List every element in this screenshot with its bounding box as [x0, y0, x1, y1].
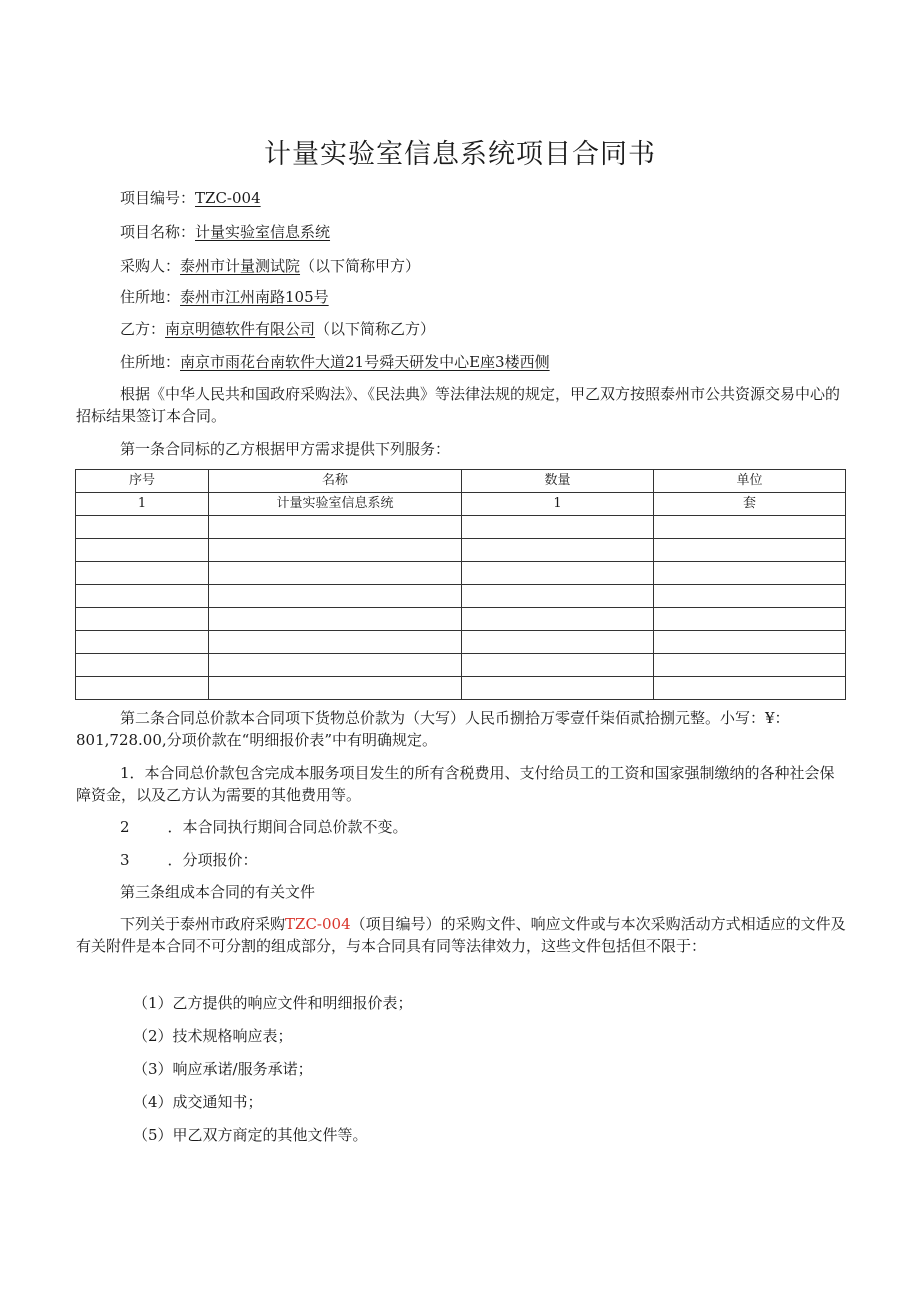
clause-3-number: 3	[120, 851, 130, 869]
buyer-line	[120, 256, 420, 276]
documents-text-pre: 下列关于泰州市政府采购	[120, 915, 286, 933]
article-2: 第二条合同总价款本合同项下货物总价款为（大写）人民币捌拾万零壹仟柒佰贰拾捌元整。小写：¥：801,728.00,分项价款在“明细报价表”中有明确规定。	[76, 709, 790, 749]
list-item: （1）乙方提供的响应文件和明细报价表；	[133, 994, 413, 1012]
clause-2-text: ．本合同执行期间合同总价款不变。	[167, 818, 408, 836]
party-b-label: 乙方：	[120, 320, 166, 338]
list-item: （4）成交通知书；	[133, 1093, 263, 1111]
table-row-empty	[76, 677, 846, 700]
project-name-value: 计量实验室信息系统	[195, 223, 331, 241]
documents-project-code: TZC-004	[285, 915, 351, 933]
party-b-address-label: 住所地：	[120, 353, 181, 371]
cell-seq: 1	[76, 493, 209, 516]
table-row-empty	[76, 516, 846, 539]
table-header-row	[76, 470, 846, 493]
header-seq: 序号	[76, 470, 209, 493]
article-3: 第三条组成本合同的有关文件	[120, 883, 316, 901]
table-row-empty	[76, 631, 846, 654]
list-item: （2）技术规格响应表；	[133, 1027, 293, 1045]
list-item: （5）甲乙双方商定的其他文件等。	[133, 1126, 368, 1144]
buyer-address-label: 住所地：	[120, 288, 181, 306]
clause-1: 1．本合同总价款包含完成本服务项目发生的所有含税费用、支付给员工的工资和国家强制缴纳的各种社会保障资金，以及乙方认为需要的其他费用等。	[76, 764, 835, 804]
party-b-note: （以下简称乙方）	[315, 320, 436, 338]
intro-paragraph: 根据《中华人民共和国政府采购法》、《民法典》等法律法规的规定，甲乙双方按照泰州市公共资源交易中心的招标结果签订本合同。	[76, 385, 841, 425]
table-row-empty	[76, 585, 846, 608]
buyer-value: 泰州市计量测试院	[180, 257, 301, 275]
service-table	[75, 469, 846, 700]
project-number-label: 项目编号：	[120, 189, 196, 207]
party-b-address-line	[120, 352, 550, 372]
header-unit: 单位	[654, 470, 846, 493]
documents-text-post: （项目编号）的采购文件、响应文件或与本次采购活动方式相适应的文件及有关附件是本合同不可分割的组成部分，与本合同具有同等法律效力，这些文件包括但不限于：	[76, 915, 846, 955]
table-row-empty	[76, 539, 846, 562]
clause-2	[120, 817, 408, 837]
clause-3-text: ．分项报价：	[167, 851, 258, 869]
cell-name: 计量实验室信息系统	[209, 493, 462, 516]
buyer-label: 采购人：	[120, 257, 181, 275]
table-row-empty	[76, 562, 846, 585]
clause-2-number: 2	[120, 818, 130, 836]
cell-unit: 套	[654, 493, 846, 516]
project-name-line	[120, 222, 330, 242]
article-1: 第一条合同标的乙方根据甲方需求提供下列服务：	[120, 440, 451, 458]
project-name-label: 项目名称：	[120, 223, 196, 241]
party-b-line	[120, 319, 435, 339]
table-row	[76, 493, 846, 516]
party-b-address-value: 南京市雨花台南软件大道21号舜天研发中心E座3楼西侧	[180, 353, 550, 371]
project-number-value: TZC-004	[195, 189, 261, 207]
header-name: 名称	[209, 470, 462, 493]
buyer-address-line	[120, 287, 329, 307]
buyer-address-value: 泰州市江州南路105号	[180, 288, 329, 306]
list-item: （3）响应承诺/服务承诺；	[133, 1060, 313, 1078]
project-number-line	[120, 188, 261, 208]
party-b-value: 南京明德软件有限公司	[165, 320, 316, 338]
document-title: 计量实验室信息系统项目合同书	[264, 139, 656, 170]
cell-qty: 1	[462, 493, 654, 516]
table-row-empty	[76, 608, 846, 631]
clause-3	[120, 850, 258, 870]
buyer-note: （以下简称甲方）	[300, 257, 421, 275]
table-row-empty	[76, 654, 846, 677]
header-qty: 数量	[462, 470, 654, 493]
documents-paragraph	[76, 913, 846, 957]
